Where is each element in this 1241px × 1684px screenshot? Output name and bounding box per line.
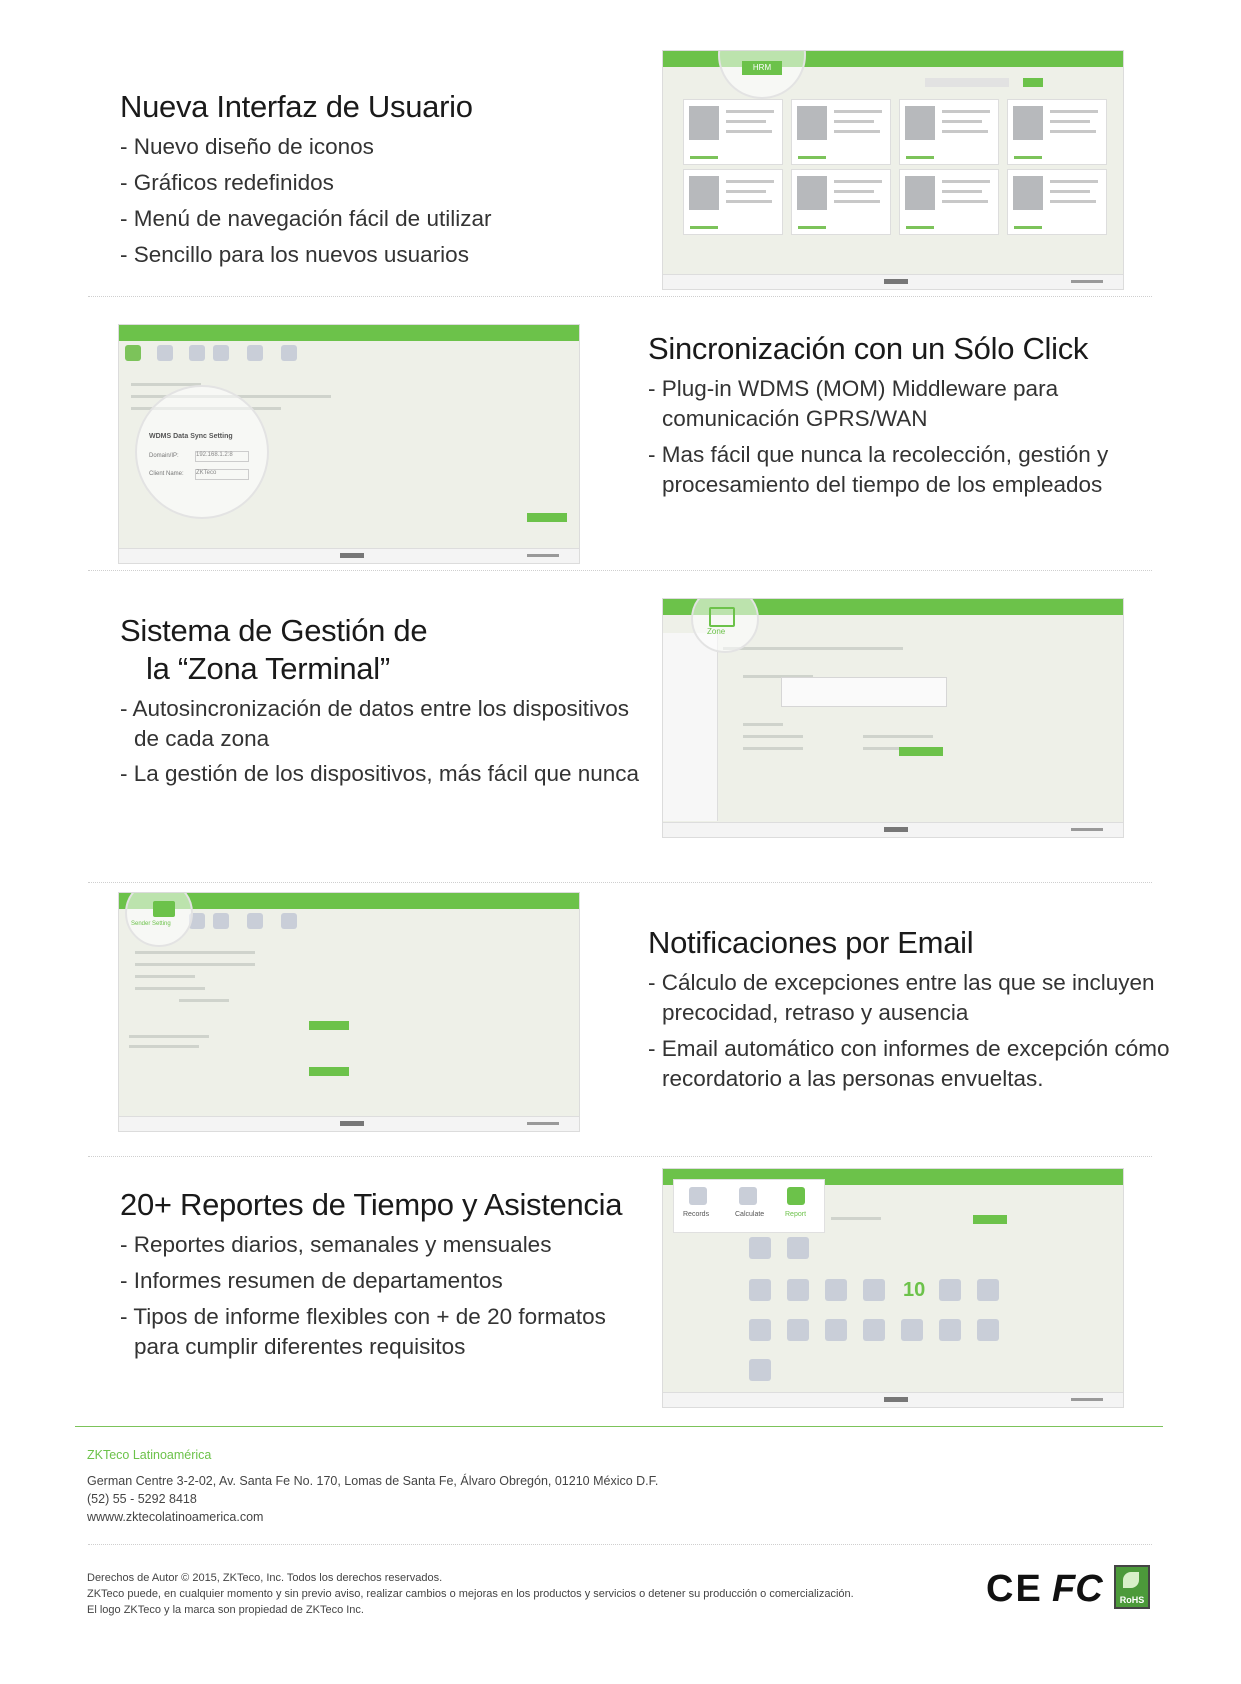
ce-mark-icon: CE xyxy=(986,1568,1043,1610)
screenshot-hrm xyxy=(662,50,1124,290)
screenshot-wdms-sync xyxy=(118,324,580,564)
section-title: Nueva Interfaz de Usuario xyxy=(120,89,473,124)
panel-title: WDMS Data Sync Setting xyxy=(149,433,233,440)
title-line: Sistema de Gestión de xyxy=(120,613,428,648)
bullet-item: - La gestión de los dispositivos, más fácil que nunca xyxy=(120,759,640,789)
tab-report: Report xyxy=(785,1211,807,1218)
magnifier xyxy=(718,50,806,99)
bullet-list xyxy=(648,968,1188,1094)
section-title: Notificaciones por Email xyxy=(648,925,974,960)
section-terminal-zone xyxy=(120,612,640,795)
bullet-item: - Nuevo diseño de iconos xyxy=(120,132,640,162)
section-new-interface xyxy=(120,88,640,276)
tab-calculate: Calculate xyxy=(735,1211,765,1218)
magnifier-label: Zone xyxy=(707,627,726,636)
bullet-item: - Mas fácil que nunca la recolección, gestión y procesamiento del tiempo de los empleados xyxy=(648,440,1168,500)
footer-address: German Centre 3-2-02, Av. Santa Fe No. 170, Lomas de Santa Fe, Álvaro Obregón, 01210 México D.F. xyxy=(87,1474,659,1488)
legal-notice xyxy=(87,1570,854,1618)
client-field: ZKTeco xyxy=(195,469,249,480)
section-one-click-sync xyxy=(648,330,1168,506)
bullet-list xyxy=(120,132,640,270)
footer-phone: (52) 55 - 5292 8418 xyxy=(87,1492,197,1506)
footer-website[interactable]: wwww.zktecolatinoamerica.com xyxy=(87,1510,264,1524)
bullet-item: - Autosincronización de datos entre los dispositivos de cada zona xyxy=(120,694,640,754)
bullet-item: - Menú de navegación fácil de utilizar xyxy=(120,204,640,234)
bullet-item: - Cálculo de excepciones entre las que se incluyen precocidad, retraso y ausencia xyxy=(648,968,1188,1028)
section-title: Sincronización con un Sólo Click xyxy=(648,331,1089,366)
bullet-item: - Email automático con informes de excepción cómo recordatorio a las personas envueltas. xyxy=(648,1034,1188,1094)
field-label: Domain/IP: xyxy=(149,453,179,459)
section-reports xyxy=(120,1186,640,1368)
bullet-item: - Plug-in WDMS (MOM) Middleware para comunicación GPRS/WAN xyxy=(648,374,1168,434)
footer-company: ZKTeco Latinoamérica xyxy=(87,1448,212,1462)
tab-records: Records xyxy=(683,1211,710,1218)
screenshot-email-sender xyxy=(118,892,580,1132)
bullet-item: - Tipos de informe flexibles con + de 20 formatos para cumplir diferentes requisitos xyxy=(120,1302,640,1362)
legal-line: Derechos de Autor © 2015, ZKTeco, Inc. Todos los derechos reservados. xyxy=(87,1572,443,1584)
section-email-notifications xyxy=(648,924,1188,1100)
screenshot-reports xyxy=(662,1168,1124,1408)
rohs-badge-icon xyxy=(1114,1565,1150,1609)
legal-line: ZKTeco puede, en cualquier momento y sin previo aviso, realizar cambios o mejoras en los productos y servicios o detener su producción o comercialización. xyxy=(87,1588,854,1600)
rohs-label: RoHS xyxy=(1119,1595,1145,1605)
bullet-item: - Sencillo para los nuevos usuarios xyxy=(120,240,640,270)
section-title: 20+ Reportes de Tiempo y Asistencia xyxy=(120,1187,623,1222)
bullet-item: - Reportes diarios, semanales y mensuales xyxy=(120,1230,640,1260)
bullet-list xyxy=(120,694,640,790)
magnifier xyxy=(125,892,193,947)
section-title xyxy=(120,612,640,688)
app-header-bar xyxy=(119,325,579,341)
legal-line: El logo ZKTeco y la marca son propiedad de ZKTeco Inc. xyxy=(87,1604,364,1616)
field-label: Client Name: xyxy=(149,471,184,477)
magnifier-label: HRM xyxy=(742,61,782,75)
bullet-list xyxy=(648,374,1168,500)
magnifier xyxy=(135,385,269,519)
screenshot-zone xyxy=(662,598,1124,838)
magnifier-label: Sender Setting xyxy=(131,921,171,927)
bullet-list xyxy=(120,1230,640,1362)
zk-logo-icon: 10 xyxy=(903,1279,926,1301)
footer-divider xyxy=(75,1426,1163,1427)
bullet-item: - Gráficos redefinidos xyxy=(120,168,640,198)
bullet-item: - Informes resumen de departamentos xyxy=(120,1266,640,1296)
title-line: la “Zona Terminal” xyxy=(146,650,390,686)
fcc-mark-icon: FC xyxy=(1052,1568,1103,1610)
domain-field: 192.168.1.2:8 xyxy=(195,451,249,462)
